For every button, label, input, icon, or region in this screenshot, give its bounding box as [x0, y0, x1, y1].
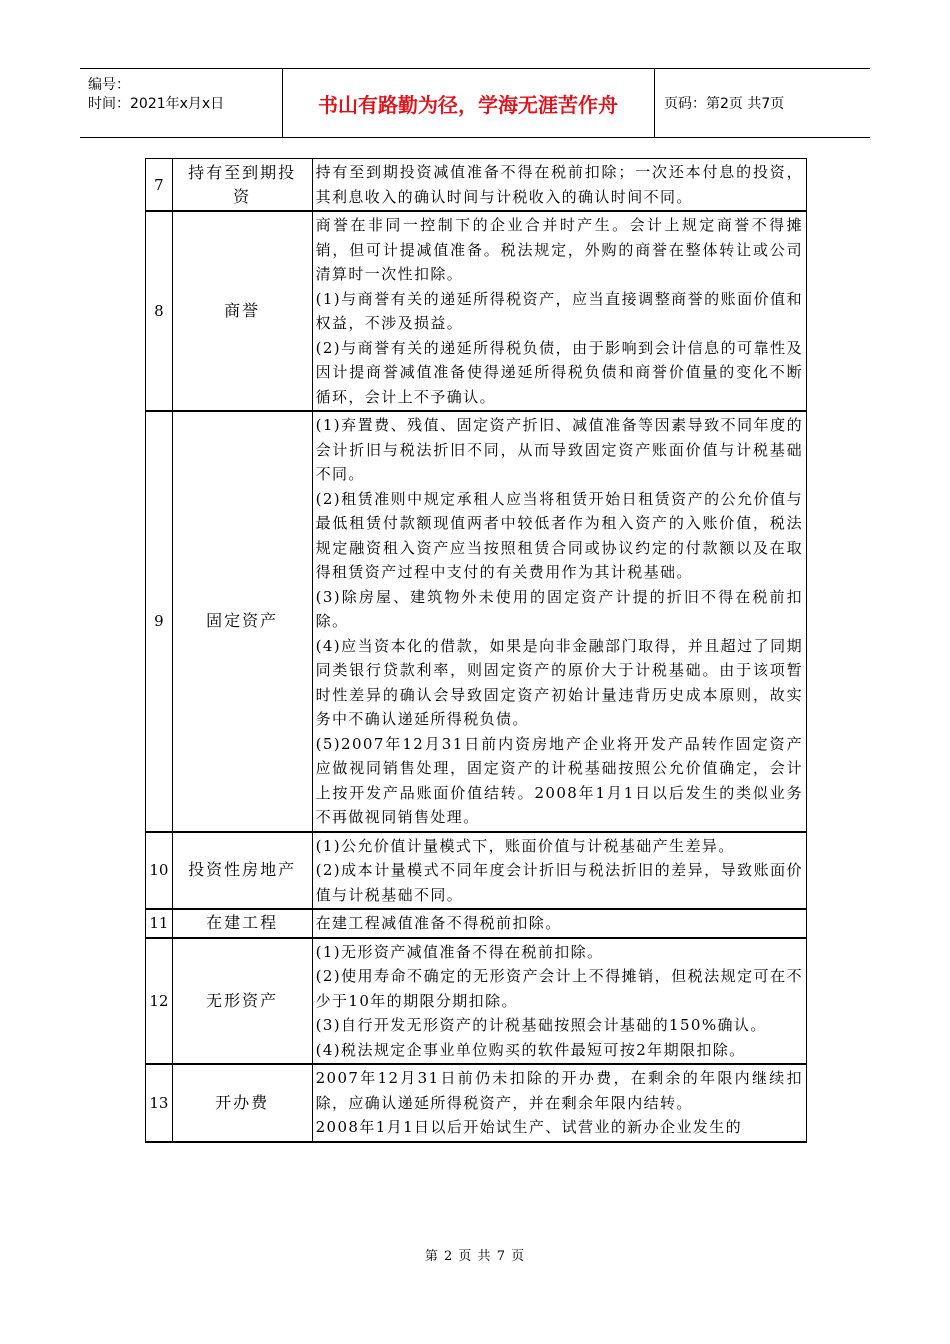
table-row — [146, 909, 807, 938]
page-header — [80, 68, 870, 138]
tax-difference-table — [145, 158, 807, 1143]
serial-label: 编号： — [88, 77, 130, 93]
row-number: 11 — [146, 909, 173, 938]
row-description — [312, 211, 806, 411]
time-label: 时间：2021年x月x日 — [88, 96, 225, 112]
description-paragraph: (2)使用寿命不确定的无形资产会计上不得摊销，但税法规定可在不少于10年的期限分期扣除。 — [315, 967, 803, 1010]
table-row — [146, 832, 807, 910]
table-row — [146, 1064, 807, 1142]
row-item-name: 在建工程 — [172, 909, 312, 938]
header-meta — [80, 69, 283, 137]
description-paragraph: (4)应当资本化的借款，如果是向非金融部门取得，并且超过了同期同类银行贷款利率，则固定资产的原价大于计税基础。由于该项暂时性差异的确认会导致固定资产初始计量违背历史成本原则，故实务中不确认递延所得税负债。 — [315, 636, 803, 728]
description-paragraph: (3)除房屋、建筑物外未使用的固定资产计提的折旧不得在税前扣除。 — [315, 587, 803, 630]
motto: 书山有路勤为径，学海无涯苦作舟 — [282, 69, 655, 137]
description-paragraph: 2007年12月31日前仍未扣除的开办费，在剩余的年限内继续扣除，应确认递延所得税资产，并在剩余年限内结转。 — [315, 1069, 803, 1112]
table-row — [146, 159, 807, 212]
description-paragraph: (1)与商誉有关的递延所得税资产，应当直接调整商誉的账面价值和权益，不涉及损益。 — [315, 289, 803, 332]
row-description — [312, 159, 806, 212]
description-paragraph: 在建工程减值准备不得税前扣除。 — [315, 914, 562, 932]
row-number: 12 — [146, 938, 173, 1065]
description-paragraph: 2008年1月1日以后开始试生产、试营业的新办企业发生的 — [315, 1118, 743, 1136]
table-row — [146, 938, 807, 1065]
row-description — [312, 1064, 806, 1142]
description-paragraph: 持有至到期投资减值准备不得在税前扣除；一次还本付息的投资，其利息收入的确认时间与计税收入的确认时间不同。 — [315, 163, 803, 206]
row-number: 8 — [146, 211, 173, 411]
row-item-name: 持有至到期投资 — [172, 159, 312, 212]
row-number: 9 — [146, 411, 173, 832]
description-paragraph: 商誉在非同一控制下的企业合并时产生。会计上规定商誉不得摊销，但可计提减值准备。税法规定，外购的商誉在整体转让或公司清算时一次性扣除。 — [315, 216, 803, 283]
description-paragraph: (2)与商誉有关的递延所得税负债，由于影响到会计信息的可靠性及因计提商誉减值准备使得递延所得税负债和商誉价值量的变化不断循环，会计上不予确认。 — [315, 338, 803, 406]
description-paragraph: (5)2007年12月31日前内资房地产企业将开发产品转作固定资产应做视同销售处理，固定资产的计税基础按照公允价值确定，会计上按开发产品账面价值结转。2008年1月1日以后发生的类似业务不再做视同销售处理。 — [315, 734, 803, 826]
page-number-label: 页码：第2页 共7页 — [664, 96, 785, 112]
row-item-name: 固定资产 — [172, 411, 312, 832]
description-paragraph: (1)公允价值计量模式下，账面价值与计税基础产生差异。 — [315, 836, 735, 855]
row-description — [312, 938, 806, 1065]
table-row — [146, 411, 807, 832]
row-description — [312, 909, 806, 938]
table-row — [146, 211, 807, 411]
description-paragraph: (2)租赁准则中规定承租人应当将租赁开始日租赁资产的公允价值与最低租赁付款额现值两者中较低者作为租入资产的入账价值，税法规定融资租入资产应当按照租赁合同或协议约定的付款额以及在取得租赁资产过程中支付的有关费用作为其计税基础。 — [315, 489, 803, 581]
row-item-name: 无形资产 — [172, 938, 312, 1065]
page-footer: 第 2 页 共 7 页 — [424, 1249, 526, 1264]
row-number: 7 — [146, 159, 173, 212]
row-description — [312, 832, 806, 910]
description-paragraph: (1)弃置费、残值、固定资产折旧、减值准备等因素导致不同年度的会计折旧与税法折旧不同，从而导致固定资产账面价值与计税基础不同。 — [315, 416, 803, 483]
row-item-name: 开办费 — [172, 1064, 312, 1142]
description-paragraph: (1)无形资产减值准备不得在税前扣除。 — [315, 942, 604, 961]
row-number: 10 — [146, 832, 173, 910]
description-paragraph: (3)自行开发无形资产的计税基础按照会计基础的150%确认。 — [315, 1016, 767, 1034]
row-item-name: 商誉 — [172, 211, 312, 411]
row-description — [312, 411, 806, 832]
row-item-name: 投资性房地产 — [172, 832, 312, 910]
row-number: 13 — [146, 1064, 173, 1142]
description-paragraph: (2)成本计量模式不同年度会计折旧与税法折旧的差异，导致账面价值与计税基础不同。 — [315, 861, 803, 904]
description-paragraph: (4)税法规定企事业单位购买的软件最短可按2年期限扣除。 — [315, 1040, 746, 1059]
